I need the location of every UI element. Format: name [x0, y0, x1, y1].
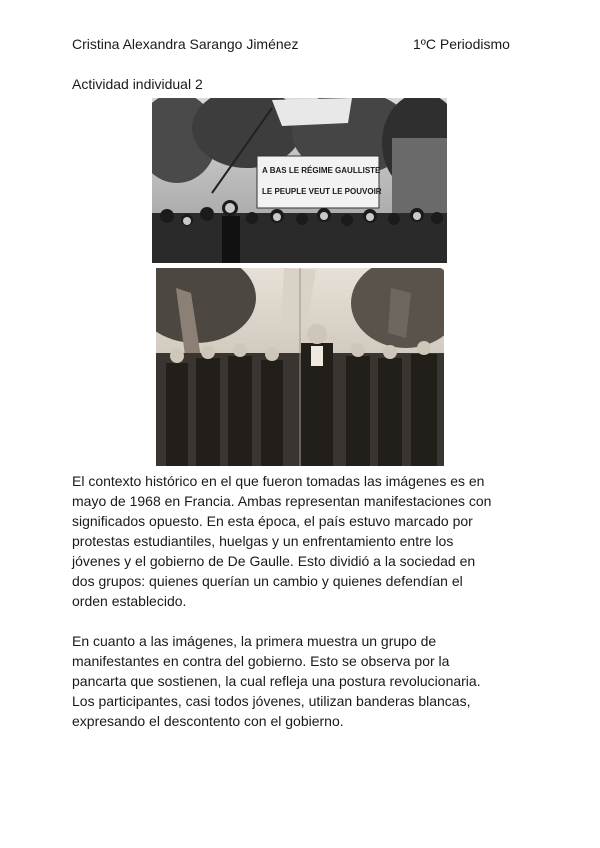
paragraph-line: mayo de 1968 en Francia. Ambas representan manifestaciones con	[72, 493, 492, 509]
banner-line-2: LE PEUPLE VEUT LE POUVOIR	[262, 187, 382, 196]
paragraph-line: En cuanto a las imágenes, la primera muestra un grupo de	[72, 633, 437, 649]
paragraph-line: El contexto histórico en el que fueron tomadas las imágenes es en	[72, 473, 485, 489]
paragraph-context	[72, 471, 542, 611]
paragraph-line: jóvenes y el gobierno de De Gaulle. Esto dividió a la sociedad en	[72, 553, 476, 569]
activity-title: Actividad individual 2	[72, 76, 203, 92]
paragraph-line: orden establecido.	[72, 593, 187, 609]
course-label: 1ºC Periodismo	[413, 36, 510, 52]
paragraph-line: expresando el descontento con el gobierno.	[72, 713, 344, 729]
paragraph-line: manifestantes en contra del gobierno. Esto se observa por la	[72, 653, 450, 669]
protest-photo-1	[152, 98, 447, 263]
banner-line-1: A BAS LE RÉGIME GAULLISTE	[262, 166, 381, 175]
author-name: Cristina Alexandra Sarango Jiménez	[72, 36, 299, 52]
protest-photo-1-image	[152, 98, 447, 263]
paragraph-line: protestas estudiantiles, huelgas y un enfrentamiento entre los	[72, 533, 454, 549]
march-photo-2	[156, 268, 444, 466]
paragraph-line: significados opuesto. En esta época, el país estuvo marcado por	[72, 513, 473, 529]
paragraph-line: pancarta que sostienen, la cual refleja una postura revolucionaria.	[72, 673, 481, 689]
paragraph-line: dos grupos: quienes querían un cambio y quienes defendían el	[72, 573, 463, 589]
paragraph-images	[72, 631, 542, 731]
march-photo-2-image	[156, 268, 444, 466]
paragraph-line: Los participantes, casi todos jóvenes, utilizan banderas blancas,	[72, 693, 471, 709]
